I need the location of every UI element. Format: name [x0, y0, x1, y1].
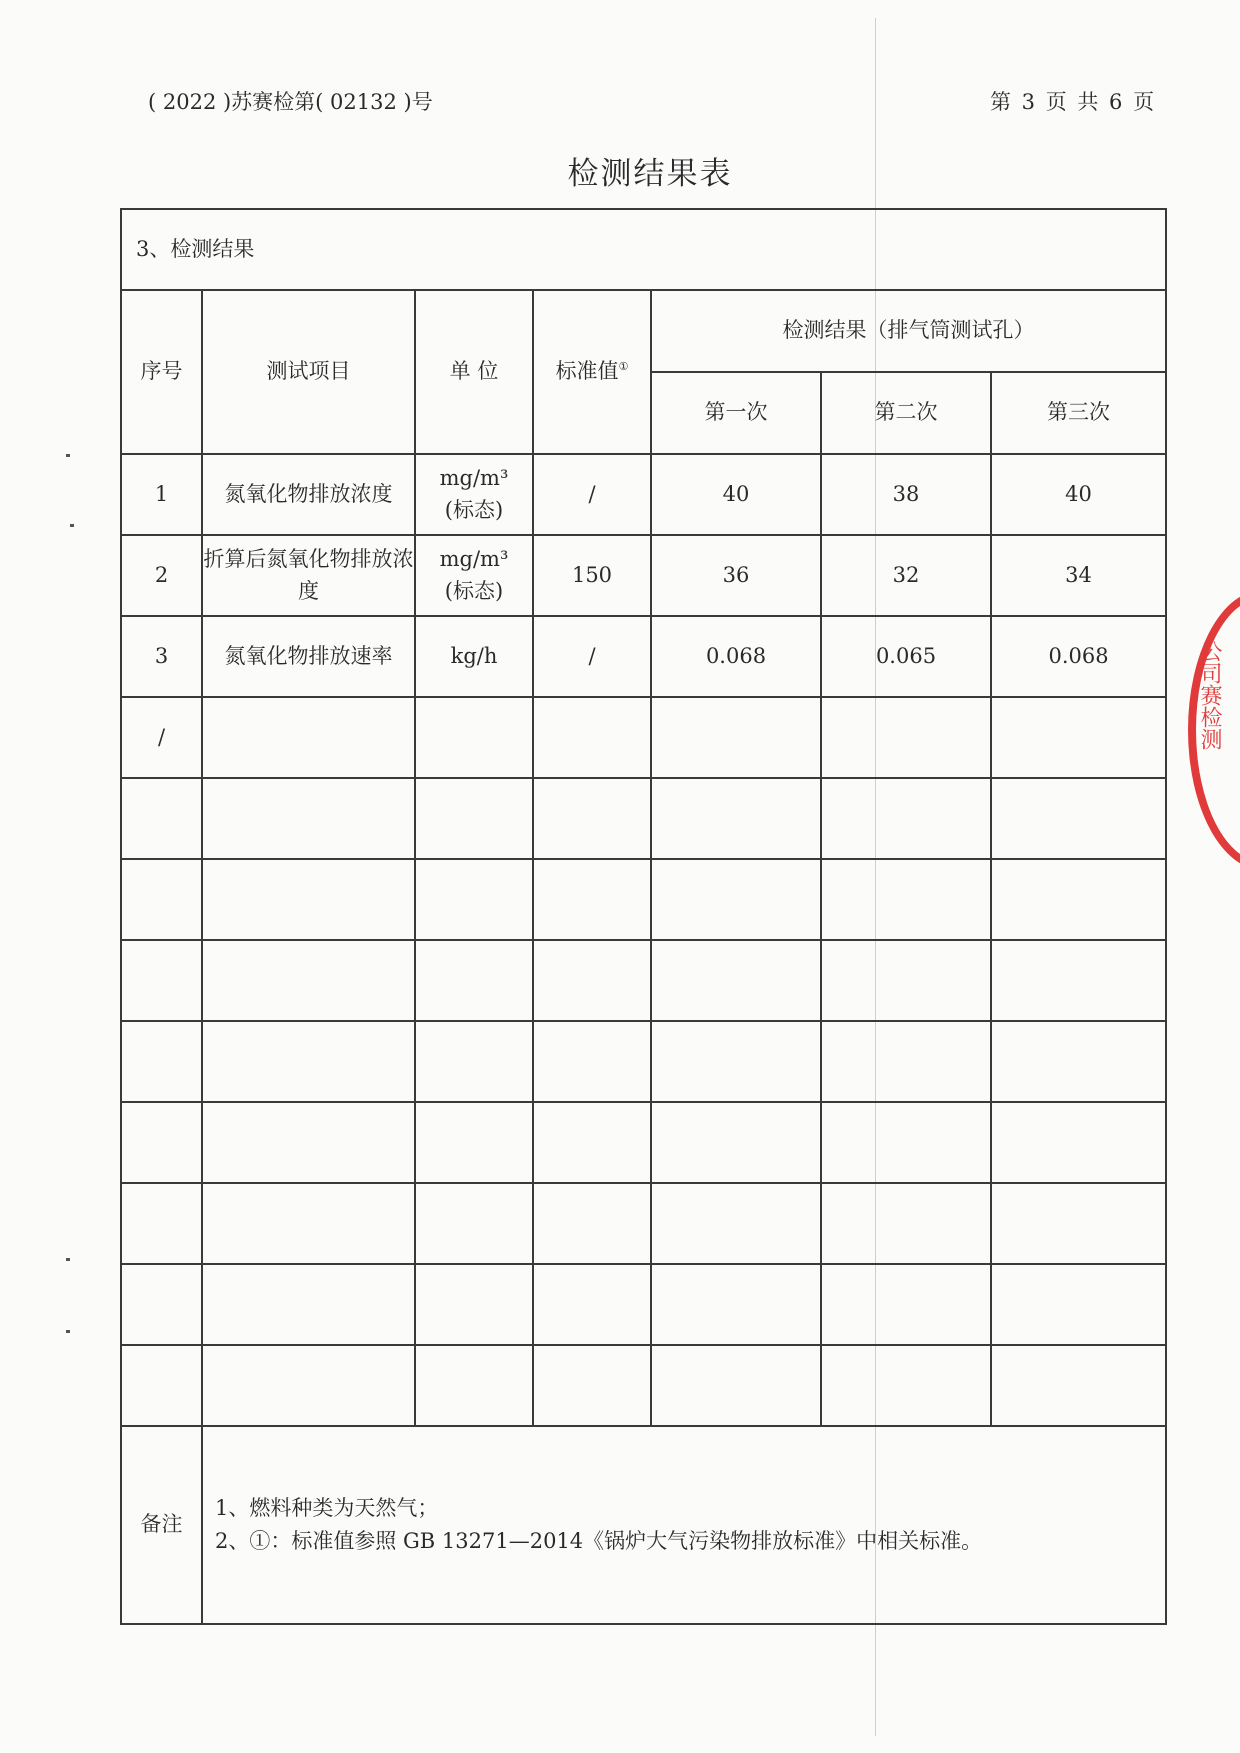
header-row-1 — [121, 290, 1166, 372]
table-row — [121, 697, 1166, 778]
scan-speck — [66, 1330, 70, 1333]
unit-main: mg/m³ — [439, 547, 509, 571]
empty-row — [121, 1345, 1166, 1426]
cell-result-2: 32 — [821, 535, 991, 616]
header-standard-label: 标准值 — [555, 359, 619, 384]
report-number: ( 2022 )苏赛检第( 02132 )号 — [148, 90, 433, 114]
header-second: 第二次 — [821, 372, 991, 454]
header-item: 测试项目 — [202, 290, 415, 454]
cell-standard: / — [533, 616, 651, 697]
empty-row — [121, 859, 1166, 940]
scan-speck — [70, 524, 74, 527]
notes-label: 备注 — [121, 1426, 202, 1624]
header-results-group: 检测结果（排气筒测试孔） — [651, 290, 1166, 372]
cell-result-1: 0.068 — [651, 616, 821, 697]
header-seq: 序号 — [121, 290, 202, 454]
cell-standard: / — [533, 454, 651, 535]
cell-result-1: 40 — [651, 454, 821, 535]
cell-seq: / — [121, 697, 202, 778]
results-table — [120, 208, 1167, 1625]
empty-row — [121, 1264, 1166, 1345]
page-info: 第 3 页 共 6 页 — [990, 90, 1157, 114]
section-row — [121, 209, 1166, 290]
notes-content — [202, 1426, 1166, 1624]
note-line-1: 1、燃料种类为天然气； — [215, 1496, 439, 1521]
cell-unit — [415, 454, 533, 535]
cell-result-1: 36 — [651, 535, 821, 616]
header-third: 第三次 — [991, 372, 1166, 454]
cell-item — [202, 697, 415, 778]
cell-result-1 — [651, 697, 821, 778]
cell-seq: 2 — [121, 535, 202, 616]
table-row — [121, 535, 1166, 616]
seal-text: 公司赛检测 — [1197, 640, 1222, 750]
notes-row — [121, 1426, 1166, 1624]
unit-sub: (标态) — [444, 578, 504, 603]
empty-row — [121, 1102, 1166, 1183]
cell-seq: 3 — [121, 616, 202, 697]
cell-item: 折算后氮氧化物排放浓度 — [202, 535, 415, 616]
cell-standard: 150 — [533, 535, 651, 616]
document-title: 检测结果表 — [567, 156, 733, 192]
header-standard — [533, 290, 651, 454]
cell-result-2 — [821, 697, 991, 778]
section-heading: 3、检测结果 — [121, 209, 1166, 290]
scan-speck — [66, 454, 70, 457]
scan-speck — [66, 1258, 70, 1261]
cell-unit — [415, 535, 533, 616]
empty-row — [121, 778, 1166, 859]
cell-unit — [415, 697, 533, 778]
empty-row — [121, 1183, 1166, 1264]
unit-main: kg/h — [450, 643, 498, 668]
cell-result-3 — [991, 697, 1166, 778]
note-line-2: 2、①：标准值参照 GB 13271—2014《锅炉大气污染物排放标准》中相关标准。 — [215, 1529, 983, 1553]
cell-standard — [533, 697, 651, 778]
cell-result-3: 34 — [991, 535, 1166, 616]
cell-item: 氮氧化物排放浓度 — [202, 454, 415, 535]
cell-result-2: 0.065 — [821, 616, 991, 697]
table-row — [121, 616, 1166, 697]
header-unit: 单 位 — [415, 290, 533, 454]
table-row — [121, 454, 1166, 535]
empty-row — [121, 940, 1166, 1021]
cell-result-3: 0.068 — [991, 616, 1166, 697]
unit-main: mg/m³ — [439, 466, 509, 490]
header-first: 第一次 — [651, 372, 821, 454]
cell-result-2: 38 — [821, 454, 991, 535]
cell-item: 氮氧化物排放速率 — [202, 616, 415, 697]
unit-sub: (标态) — [444, 497, 504, 522]
empty-row — [121, 1021, 1166, 1102]
standard-footnote-mark: ① — [618, 360, 629, 374]
cell-seq: 1 — [121, 454, 202, 535]
cell-result-3: 40 — [991, 454, 1166, 535]
cell-unit — [415, 616, 533, 697]
